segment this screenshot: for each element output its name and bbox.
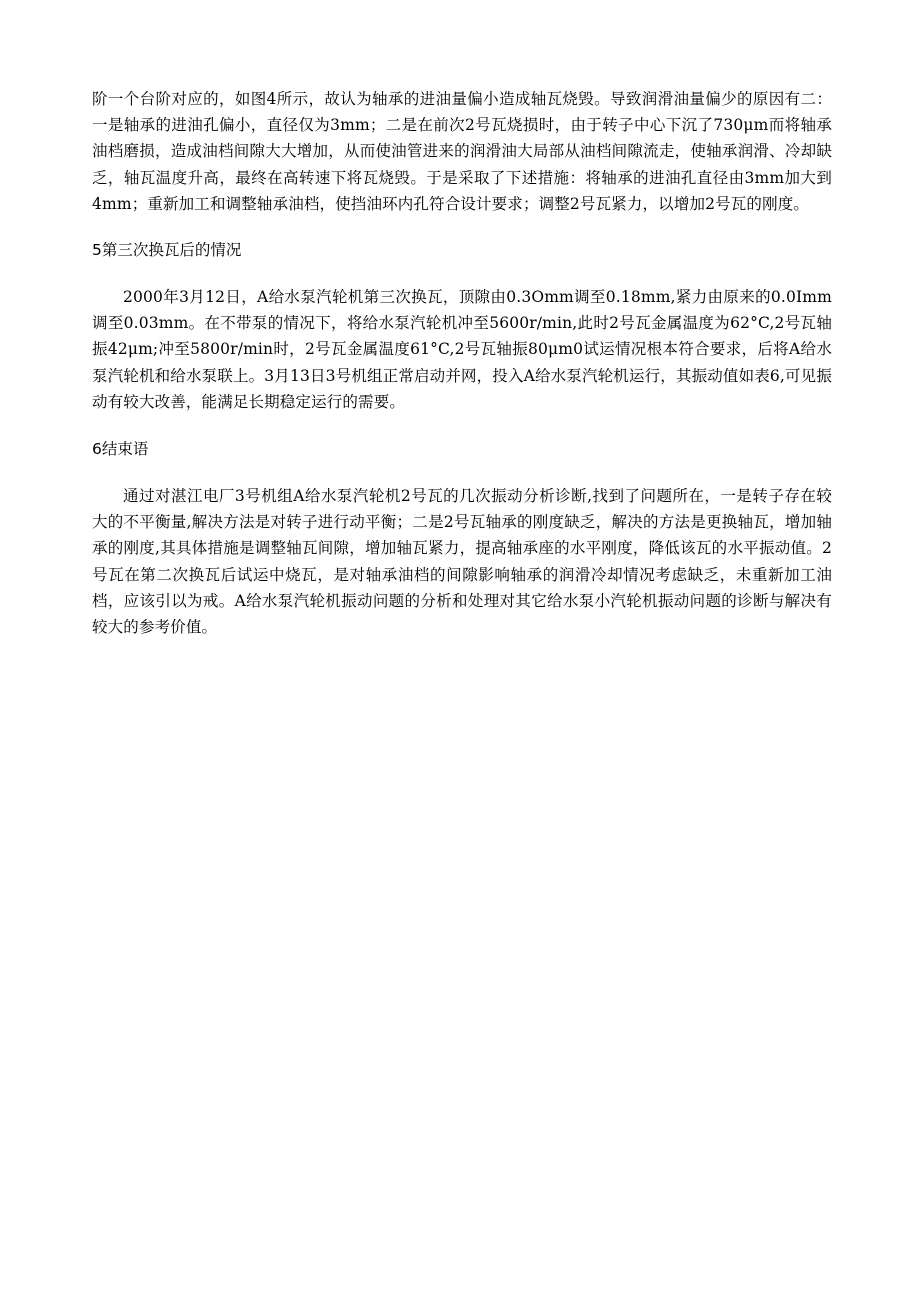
section-6-paragraph: 通过对湛江电厂3号机组A给水泵汽轮机2号瓦的几次振动分析诊断,找到了问题所在，一是转子存在较大的不平衡量,解决方法是对转子进行动平衡；二是2号瓦轴承的刚度缺乏，解决的方法是更换轴瓦，增加轴承的刚度,其具体措施是调整轴瓦间隙，增加轴瓦紧力，提高轴承座的水平刚度，降低该瓦的水平振动值。2号瓦在第二次换瓦后试运中烧瓦，是对轴承油档的间隙影响轴承的润滑冷却情况考虑缺乏，未重新加工油档，应该引以为戒。A给水泵汽轮机振动问题的分析和处理对其它给水泵小汽轮机振动问题的诊断与解决有较大的参考价值。 <box>92 487 832 637</box>
continuation-paragraph: 阶一个台阶对应的，如图4所示，故认为轴承的进油量偏小造成轴瓦烧毁。导致润滑油量偏少的原因有二：一是轴承的进油孔偏小，直径仅为3mm；二是在前次2号瓦烧损时，由于转子中心下沉了730μm而将轴承油档磨损，造成油档间隙大大增加，从而使油管进来的润滑油大局部从油档间隙流走，使轴承润滑、冷却缺乏，轴瓦温度升高，最终在高转速下将瓦烧毁。于是采取了下述措施：将轴承的进油孔直径由3mm加大到4mm；重新加工和调整轴承油档，使挡油环内孔符合设计要求；调整2号瓦紧力，以增加2号瓦的刚度。 <box>92 90 832 213</box>
section-5-paragraph: 2000年3月12日，A给水泵汽轮机第三次换瓦，顶隙由0.3Omm调至0.18mm,紧力由原来的0.0Imm调至0.03mm。在不带泵的情况下，将给水泵汽轮机冲至5600r∕min,此时2号瓦金属温度为62°C,2号瓦轴振42μm;冲至5800r/min时，2号瓦金属温度61°C,2号瓦轴振80μm0试运情况根本符合要求，后将A给水泵汽轮机和给水泵联上。3月13日3号机组正常启动并网，投入A给水泵汽轮机运行，其振动值如表6,可见振动有较大改善，能满足长期稳定运行的需要。 <box>92 288 832 411</box>
section-5-heading: 5第三次换瓦后的情况 <box>92 241 242 260</box>
section-6-heading: 6结束语 <box>92 440 149 459</box>
document-page <box>92 86 832 640</box>
